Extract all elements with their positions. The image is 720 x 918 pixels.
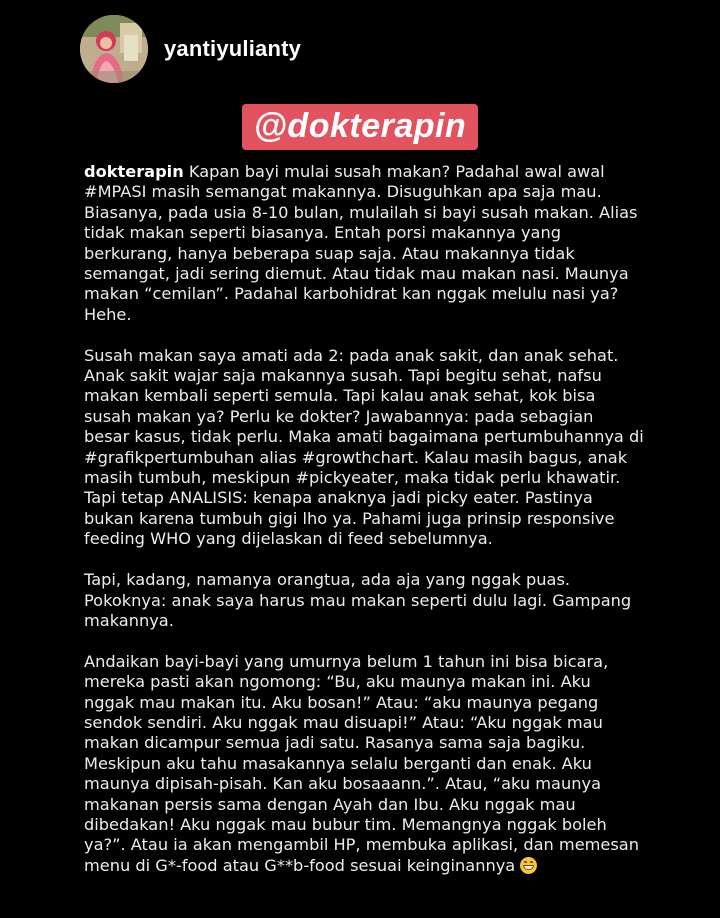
- caption-paragraph-4: [84, 652, 674, 876]
- caption-text-1: Kapan bayi mulai susah makan? Padahal awal awal #MPASI masih semangat makannya. Disuguhkan apa saja mau. Biasanya, pada usia 8-10 bulan, mulailah si bayi susah makan. Alias tidak makan seperti biasanya. Entah porsi makannya yang berkurang, hanya beberapa suap saja. Atau makannya tidak semangat, jadi sering diemut. Atau tidak mau makan nasi. Maunya makan “cemilan”. Padahal karbohidrat kan nggak melulu nasi ya? Hehe.: [84, 162, 638, 324]
- avatar[interactable]: [80, 15, 148, 83]
- grinning-face-icon: [520, 857, 537, 874]
- caption-paragraph-1: [84, 162, 674, 325]
- post-caption: [84, 162, 674, 897]
- caption-text-4: Andaikan bayi-bayi yang umurnya belum 1 tahun ini bisa bicara, mereka pasti akan ngomong: “Bu, aku maunya makan ini. Aku nggak mau makan itu. Aku bosan!” Atau: “aku maunya pegang sendok sendiri. Aku nggak mau disuapi!” Atau: “Aku nggak mau makan dicampur semua jadi satu. Rasanya sama saja bagiku. Meskipun aku tahu masakannya selalu berganti dan enak. Aku maunya dipisah-pisah. Kan aku bosaaann.”. Atau, “aku maunya makanan persis sama dengan Ayah dan Ibu. Aku nggak mau dibedakan! Aku nggak mau bubur tim. Memangnya nggak boleh ya?”. Atau ia akan mengambil HP, membuka aplikasi, dan memesan menu di G*-food atau G**b-food sesuai keinginannya: [84, 651, 639, 875]
- caption-author[interactable]: dokterapin: [84, 162, 184, 181]
- caption-paragraph-3: Tapi, kadang, namanya orangtua, ada aja yang nggak puas. Pokoknya: anak saya harus mau makan seperti dulu lagi. Gampang makannya.: [84, 570, 632, 630]
- avatar-photo-icon: [80, 15, 148, 83]
- mention-tag[interactable]: @dokterapin: [242, 104, 478, 150]
- username[interactable]: yantiyulianty: [164, 36, 302, 61]
- caption-paragraph-2: Susah makan saya amati ada 2: pada anak sakit, dan anak sehat. Anak sakit wajar saja makannya susah. Tapi begitu sehat, nafsu makan kembali seperti semula. Tapi kalau anak sehat, kok bisa susah makan ya? Perlu ke dokter? Jawabannya: pada sebagian besar kasus, tidak perlu. Maka amati bagaimana pertumbuhannya di #grafikpertumbuhan alias #growthchart. Kalau masih bagus, anak masih tumbuh, meskipun #pickyeater, maka tidak perlu khawatir. Tapi tetap ANALISIS: kenapa anaknya jadi picky eater. Pastinya bukan karena tumbuh gigi lho ya. Pahami juga prinsip responsive feeding WHO yang dijelaskan di feed sebelumnya.: [84, 345, 644, 549]
- tag-banner: [0, 104, 720, 150]
- post-header: [80, 15, 301, 83]
